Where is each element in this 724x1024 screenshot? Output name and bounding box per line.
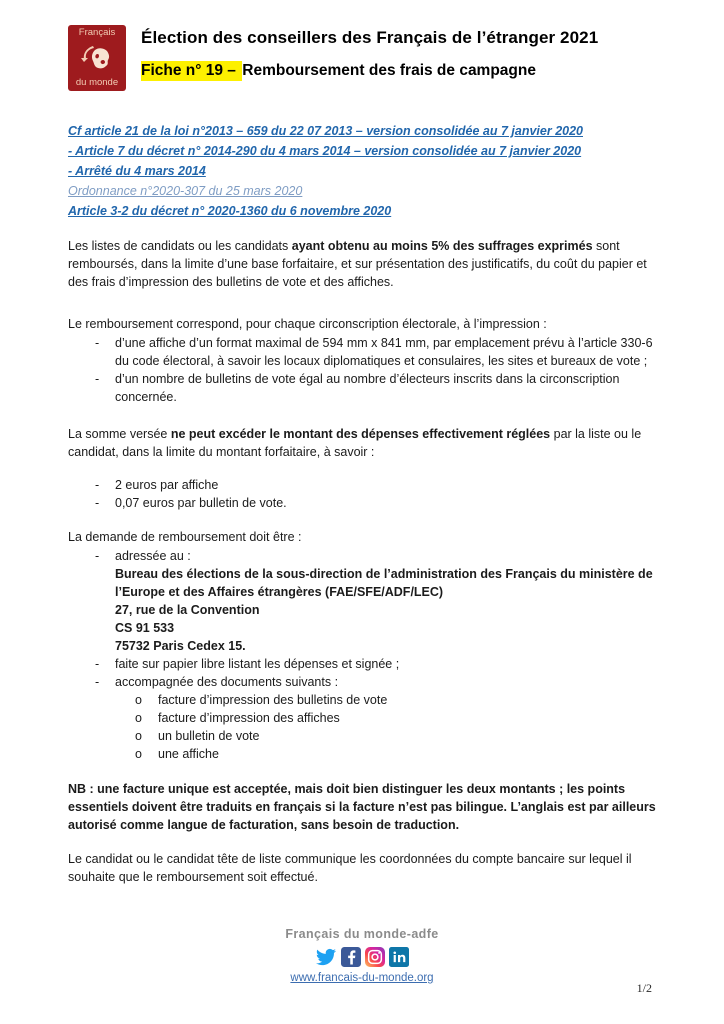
list-item: - accompagnée des documents suivants : [95,675,339,689]
sub-list-item: o facture d’impression des affiches [135,711,340,725]
social-icons-row [0,946,724,968]
sub-list-item: o un bulletin de vote [135,729,260,743]
dash-bullet: - [95,675,100,689]
page-number: 1/2 [636,981,652,995]
circle-bullet: o [135,729,142,743]
dash-bullet: - [95,478,100,492]
demande-bullet-list [68,547,666,763]
nb-note: NB : une facture unique est acceptée, mais doit bien distinguer les deux montants ; les points essentiels doivent être traduits en français si la facture n’est pas bilingue. L’anglais est par ailleurs autorisé comme langue de facturation, sans besoin de traduction. [68,782,656,832]
paragraph-remboursement-intro: Le remboursement correspond, pour chaque circonscription électorale, à l’impression : [68,317,547,331]
circle-bullet: o [135,711,142,725]
list-item: - d’une affiche d’un format maximal de 594 mm x 841 mm, par emplacement prévu à l’article 330-6 du code électoral, à savoir les locaux diplomatiques et consulaires, les sites et bureaux de vote ; [95,336,653,368]
fiche-subject: Remboursement des frais de campagne [242,62,536,79]
list-item: - 2 euros par affiche [95,478,219,492]
instagram-icon[interactable] [365,947,385,967]
list-item: - 0,07 euros par bulletin de vote. [95,496,287,510]
paragraph-eligibility: Les listes de candidats ou les candidats ayant obtenu au moins 5% des suffrages exprimés sont remboursés, dans la limite d’une base forfaitaire, et sur présentation des justificatifs, du coût du papier et des frais d’impression des bulletins de vote et des affiches. [68,239,647,289]
facebook-icon[interactable] [341,947,361,967]
page-subtitle [141,62,598,80]
dash-bullet: - [95,657,100,671]
francais-du-monde-logo [68,25,126,91]
circle-bullet: o [135,747,142,761]
sub-list-item: o une affiche [135,747,219,761]
legal-link-ordonnance-2020[interactable]: Ordonnance n°2020-307 du 25 mars 2020 [68,184,303,198]
logo-top-text: Français [78,27,116,38]
address-line: CS 91 533 [115,621,175,635]
tarifs-bullet-list [68,476,666,512]
globe-icon [77,40,117,76]
twitter-icon[interactable] [315,947,337,967]
legal-link-loi-2013[interactable]: Cf article 21 de la loi n°2013 – 659 du 22 07 2013 – version consolidée au 7 janvier 2020 [68,124,583,138]
address-line: Bureau des élections de la sous-direction de l’administration des Français du ministère de l’Europe et des Affaires étrangères (FAE/SFE/ADF/LEC) [115,567,653,599]
linkedin-icon[interactable] [389,947,409,967]
document-header [68,25,666,91]
page-title: Élection des conseillers des Français de l’étranger 2021 [141,28,599,47]
document-footer [0,927,724,986]
dash-bullet: - [95,372,100,386]
paragraph-plafond: La somme versée ne peut excéder le montant des dépenses effectivement réglées par la liste ou le candidat, dans la limite du montant forfaitaire, à savoir : [68,427,642,459]
legal-link-decret-2014[interactable]: - Article 7 du décret n° 2014-290 du 4 mars 2014 – version consolidée au 7 janvier 2020 [68,144,582,158]
footer-org-name: Français du monde-adfe [285,927,439,941]
address-line: 75732 Paris Cedex 15. [115,639,246,653]
legal-link-decret-2020[interactable]: Article 3-2 du décret n° 2020-1360 du 6 novembre 2020 [68,204,392,218]
list-item: - faite sur papier libre listant les dépenses et signée ; [95,657,400,671]
fiche-number-highlight: Fiche n° 19 – [141,62,241,79]
paragraph-compte-bancaire: Le candidat ou le candidat tête de liste communique les coordonnées du compte bancaire sur lequel il souhaite que le remboursement soit effectué. [68,852,632,884]
dash-bullet: - [95,496,100,510]
dash-bullet: - [95,336,100,350]
address-block [115,565,666,655]
list-item: - adressée au : [95,549,191,563]
circle-bullet: o [135,693,142,707]
remboursement-bullet-list [68,334,666,406]
documents-sub-list [68,691,666,763]
sub-list-item: o facture d’impression des bulletins de vote [135,693,388,707]
paragraph-demande-intro: La demande de remboursement doit être : [68,530,302,544]
legal-link-arrete-2014[interactable]: - Arrêté du 4 mars 2014 [68,164,206,178]
dash-bullet: - [95,549,100,563]
list-item: - d’un nombre de bulletins de vote égal au nombre d’électeurs inscrits dans la circonscription concernée. [95,372,620,404]
website-link[interactable]: www.francais-du-monde.org [290,972,434,984]
legal-links-block [68,124,666,224]
address-line: 27, rue de la Convention [115,603,260,617]
logo-bottom-text: du monde [75,77,119,88]
